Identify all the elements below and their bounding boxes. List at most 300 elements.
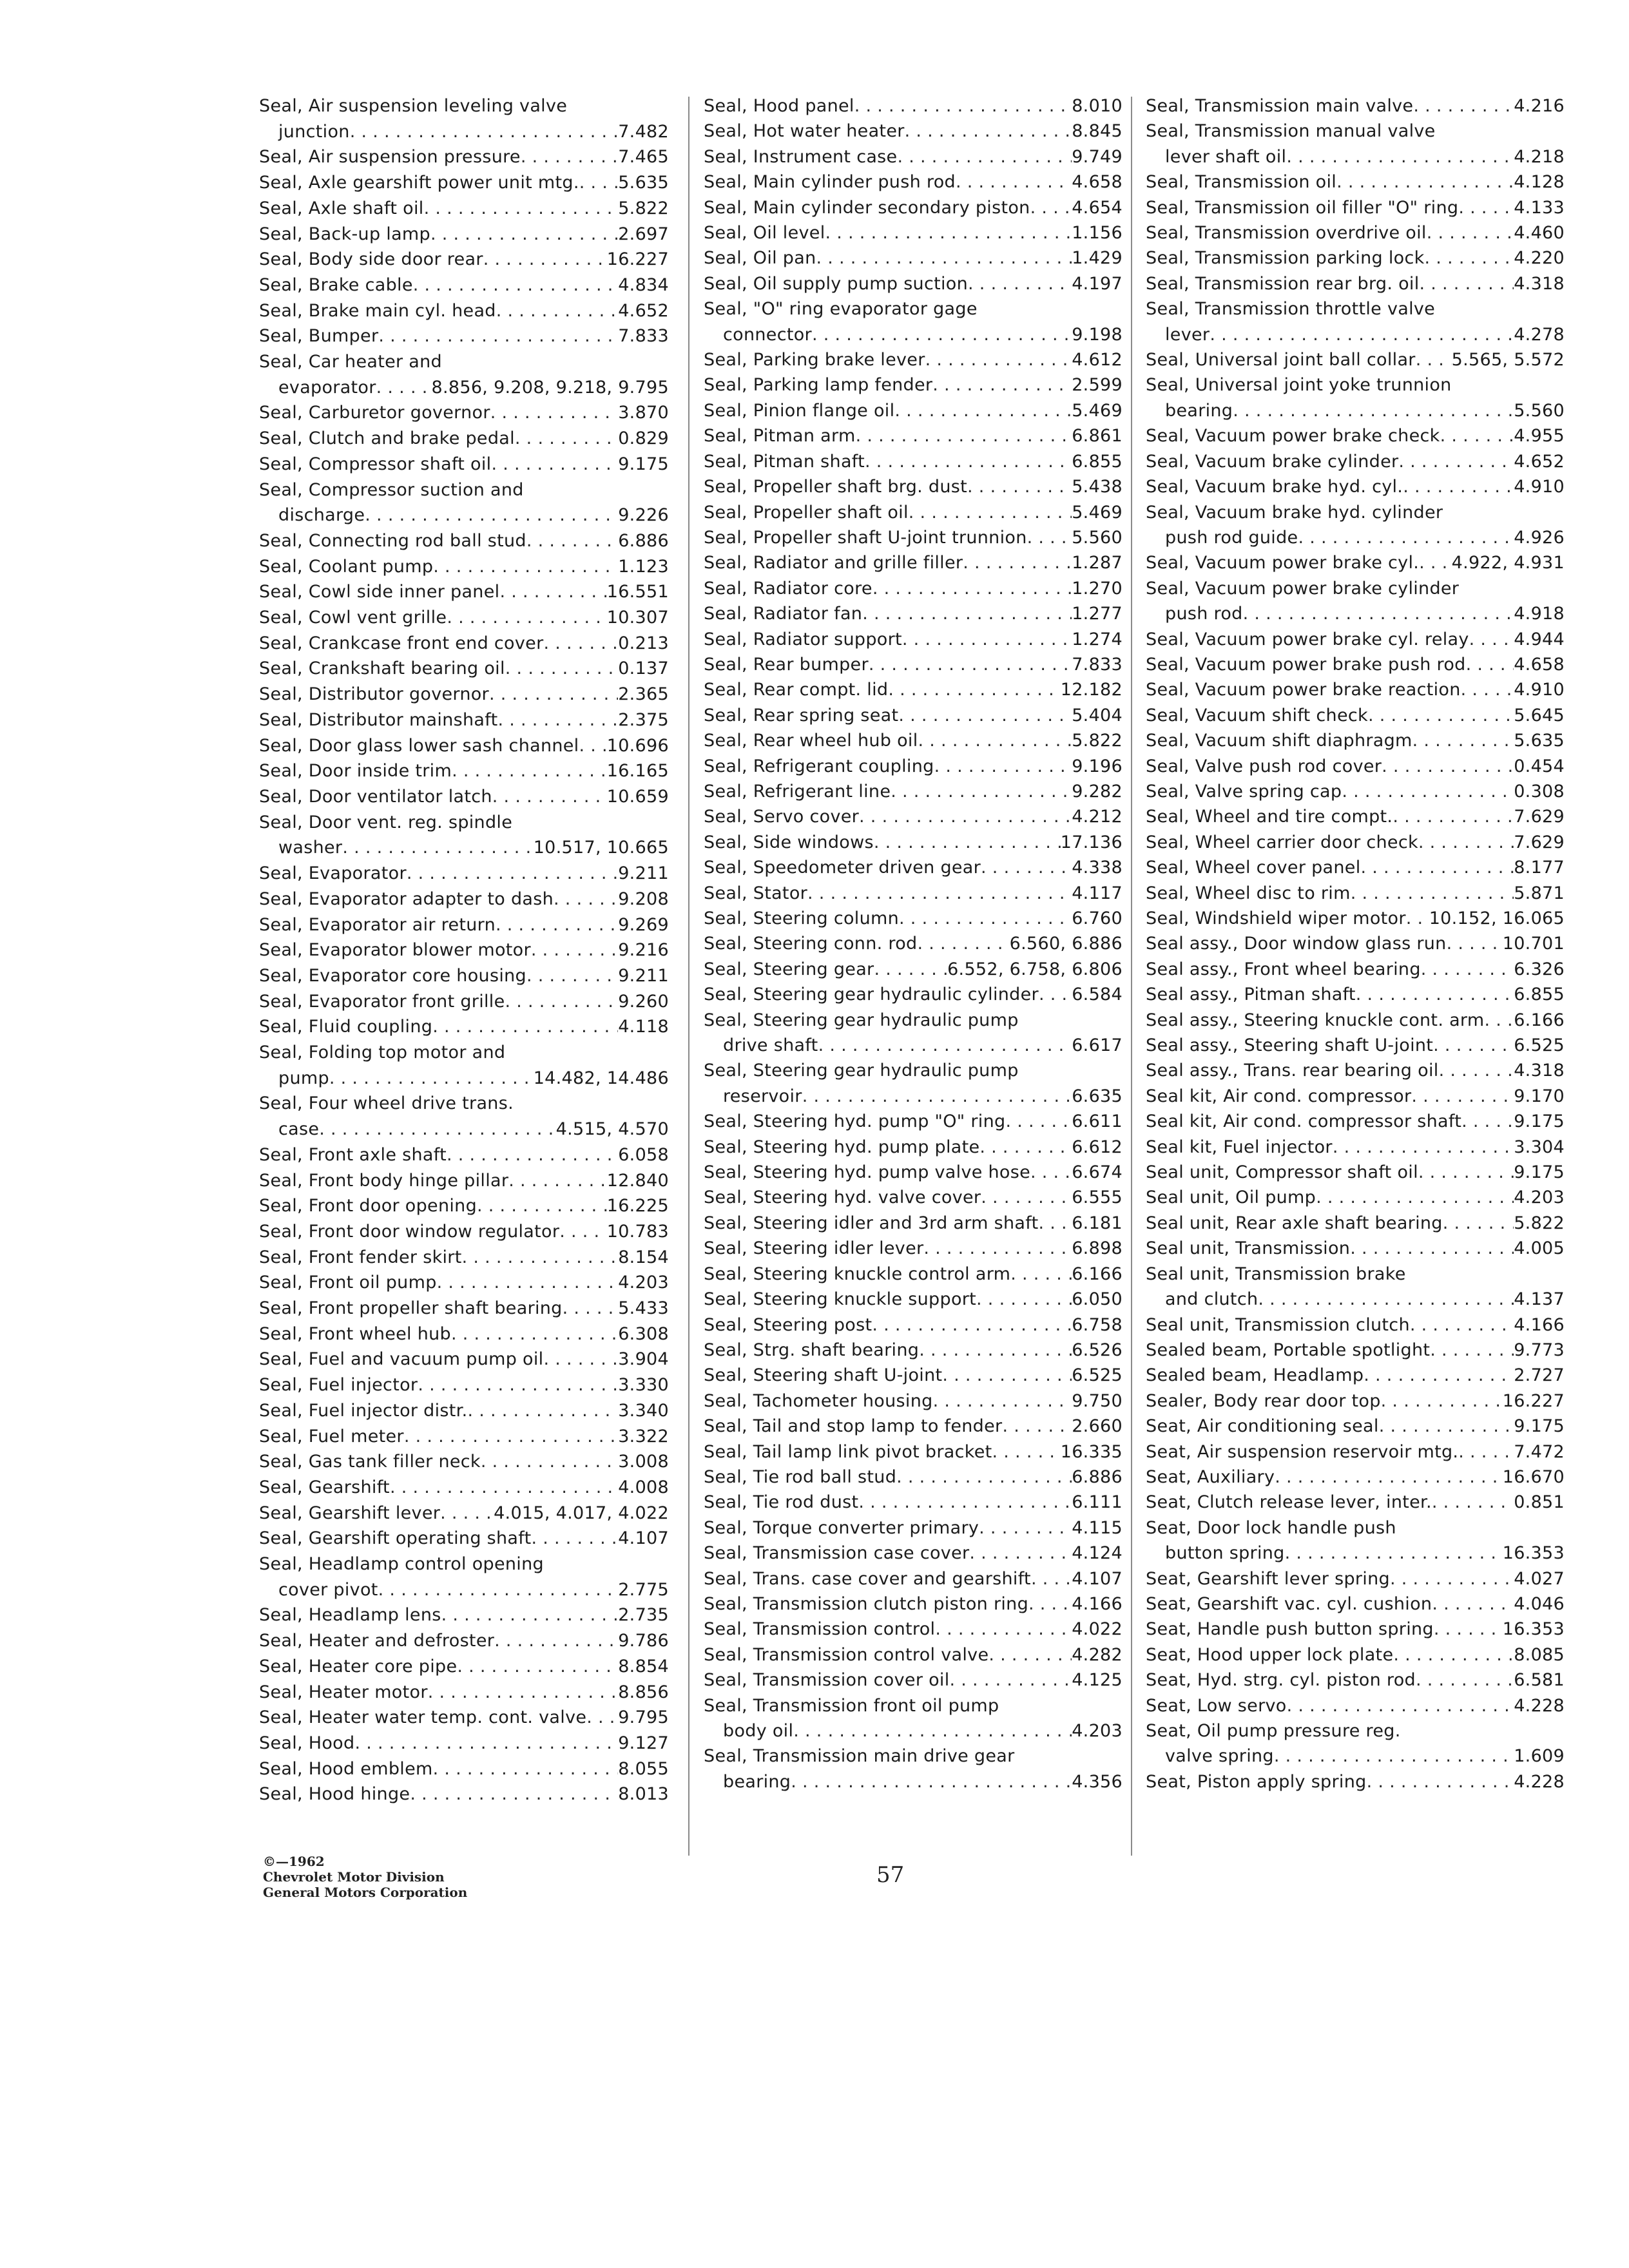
entry-term: Seal, Pitman arm [704, 426, 856, 447]
entry-term: Seal, Four wheel drive trans. [259, 1093, 514, 1114]
dot-leader [1410, 1312, 1514, 1338]
entry-term: Seal, Steering knuckle control arm [704, 1264, 1011, 1284]
index-entry [1146, 804, 1565, 829]
index-entry-continuation [259, 1066, 669, 1091]
index-entry-heading [704, 296, 1123, 322]
dot-leader [902, 627, 1072, 652]
index-entry [704, 119, 1123, 144]
index-entry [1146, 652, 1565, 677]
dot-leader [496, 298, 618, 324]
dot-leader [1028, 1591, 1072, 1617]
dot-leader [579, 170, 618, 196]
entry-reference: 6.886 [1072, 1466, 1123, 1487]
index-entry-continuation [1146, 601, 1565, 626]
dot-leader [413, 273, 618, 298]
dot-leader [816, 245, 1072, 271]
index-entry [1146, 1211, 1565, 1236]
index-entry [259, 963, 669, 989]
entry-term: Seal, Transmission oil [1146, 172, 1337, 193]
dot-leader [365, 503, 618, 528]
index-entry [259, 1654, 669, 1680]
dot-leader [515, 426, 618, 452]
entry-term: Seal, Vacuum power brake cyl. relay [1146, 629, 1469, 649]
entry-term: Seal, Valve push rod cover [1146, 756, 1382, 776]
column-divider [688, 97, 689, 1856]
entry-term: Seal assy., Front wheel bearing [1146, 959, 1421, 979]
index-entry [704, 1160, 1123, 1185]
entry-term: Seal, Clutch and brake pedal [259, 428, 515, 449]
index-entry [259, 1398, 669, 1424]
entry-term: Seal, Door ventilator latch [259, 786, 492, 807]
entry-term: Seal, Rear wheel hub oil [704, 731, 918, 751]
dot-leader [376, 375, 432, 401]
index-entry [704, 1617, 1123, 1642]
index-entry [1146, 881, 1565, 906]
dot-leader [418, 1372, 618, 1398]
index-entry [704, 1262, 1123, 1287]
entry-term: Seal, Propeller shaft brg. dust [704, 477, 968, 497]
index-entry-heading [1146, 1718, 1565, 1744]
entry-reference: 4.918 [1514, 604, 1565, 624]
entry-reference: 4.652 [1514, 451, 1565, 472]
dot-leader [1443, 1211, 1514, 1236]
entry-reference: 4.228 [1514, 1771, 1565, 1792]
entry-reference: 6.760 [1072, 908, 1123, 928]
dot-leader [935, 1617, 1072, 1642]
entry-reference: 10.517, 10.665 [533, 838, 669, 858]
entry-term: Seal, Refrigerant coupling [704, 756, 934, 776]
index-entry [1146, 1693, 1565, 1718]
dot-leader [489, 682, 618, 707]
dot-leader [526, 963, 618, 989]
index-entry [259, 1142, 669, 1168]
entry-term: Seal, Tail lamp link pivot bracket [704, 1441, 992, 1462]
index-entry [1146, 169, 1565, 195]
dot-leader [430, 222, 618, 247]
dot-leader [1416, 1667, 1514, 1693]
index-entry-heading [704, 1693, 1123, 1718]
entry-reference: 16.353 [1502, 1543, 1565, 1564]
index-entry [259, 733, 669, 759]
entry-term: Seal, Fuel injector [259, 1375, 418, 1396]
dot-leader [1361, 855, 1514, 880]
entry-term: Seal, Propeller shaft U-joint trunnion [704, 527, 1027, 548]
dot-leader [1425, 245, 1514, 271]
entry-term: Seat, Clutch release lever, inter. [1146, 1492, 1432, 1513]
dot-leader [894, 398, 1072, 423]
index-entry [704, 1389, 1123, 1414]
index-entry [259, 1705, 669, 1731]
entry-reference: 6.898 [1072, 1238, 1123, 1259]
entry-term: Seal, Valve spring cap [1146, 781, 1342, 802]
dot-leader [956, 169, 1072, 195]
column-divider [1131, 97, 1132, 1856]
dot-leader [933, 1389, 1072, 1414]
entry-reference: 3.870 [618, 403, 669, 423]
index-entry-heading [704, 1744, 1123, 1769]
index-entry [259, 400, 669, 426]
entry-reference: 4.107 [618, 1528, 669, 1549]
index-entry-heading [259, 810, 669, 836]
entry-reference: 4.654 [1072, 197, 1123, 218]
index-entry [704, 830, 1123, 855]
entry-term: Seal, Transmission parking lock [1146, 248, 1425, 269]
entry-term: Seal, Heater water temp. cont. valve [259, 1707, 587, 1728]
dot-leader [543, 631, 618, 657]
index-entry [704, 347, 1123, 372]
dot-leader [1416, 347, 1452, 372]
index-entry [1146, 1135, 1565, 1160]
index-entry [1146, 754, 1565, 779]
index-entry-continuation [259, 375, 669, 401]
entry-reference: 7.465 [618, 147, 669, 168]
entry-term: Seal assy., Trans. rear bearing oil [1146, 1061, 1439, 1081]
index-column-1 [259, 93, 669, 1807]
dot-leader [329, 1066, 534, 1091]
dot-leader [447, 605, 606, 631]
entry-reference: 4.338 [1072, 858, 1123, 878]
entry-reference: 8.010 [1072, 96, 1123, 116]
entry-term: Seal, Transmission main drive gear [704, 1746, 1015, 1767]
entry-reference: 5.565, 5.572 [1451, 350, 1565, 370]
entry-reference: 6.635 [1072, 1086, 1123, 1106]
dot-leader [1466, 652, 1514, 677]
dot-leader [481, 1449, 618, 1475]
entry-term: Seal, Vacuum brake cylinder [1146, 451, 1399, 472]
dot-leader [981, 1185, 1072, 1210]
dot-leader [492, 784, 607, 810]
entry-reference: 4.910 [1514, 477, 1565, 497]
index-entry [1146, 1490, 1565, 1515]
index-entry-heading [1146, 1262, 1565, 1287]
entry-term: Seal, Pinion flange oil [704, 400, 895, 421]
index-entry-continuation [1146, 322, 1565, 347]
entry-reference: 5.560 [1072, 527, 1123, 548]
entry-term: Seat, Piston apply spring [1146, 1771, 1367, 1792]
index-entry [259, 323, 669, 349]
dot-leader [1031, 1566, 1072, 1591]
index-entry [704, 271, 1123, 296]
index-entry [259, 631, 669, 657]
entry-term: Seal, Fuel and vacuum pump oil [259, 1349, 544, 1370]
dot-leader [437, 1270, 619, 1296]
entry-term: evaporator [278, 377, 376, 398]
index-entry [1146, 677, 1565, 702]
entry-term: Seal, Steering conn. rod [704, 934, 918, 954]
entry-term: Seal, Universal joint ball collar [1146, 350, 1416, 370]
index-entry [704, 931, 1123, 956]
entry-reference: 3.330 [618, 1375, 669, 1396]
entry-term: Seal, Trans. case cover and gearshift [704, 1568, 1031, 1589]
entry-term: Seal, Front wheel hub [259, 1323, 451, 1344]
dot-leader [899, 906, 1072, 931]
entry-reference: 10.659 [606, 786, 669, 807]
entry-term: Seat, Handle push button spring [1146, 1619, 1434, 1640]
dot-leader [554, 887, 618, 912]
entry-reference: 6.525 [1072, 1365, 1123, 1386]
entry-reference: 6.526 [1072, 1340, 1123, 1360]
index-entry [1146, 1667, 1565, 1693]
index-entry [259, 222, 669, 247]
entry-term: Seal, Propeller shaft oil [704, 502, 909, 523]
entry-term: Seal, Crankcase front end cover [259, 633, 544, 653]
entry-term: Seat, Door lock handle push [1146, 1517, 1396, 1538]
entry-reference: 6.560, 6.886 [1009, 934, 1123, 954]
index-entry [259, 1475, 669, 1501]
entry-term: Seal assy., Steering knuckle cont. arm [1146, 1010, 1485, 1030]
dot-leader [1030, 195, 1072, 220]
entry-reference: 2.735 [618, 1605, 669, 1626]
dot-leader [791, 1769, 1072, 1794]
entry-reference: 6.181 [1072, 1213, 1123, 1233]
entry-reference: 6.050 [1072, 1289, 1123, 1310]
index-entry [704, 1185, 1123, 1210]
entry-reference: 4.834 [618, 274, 669, 295]
dot-leader [467, 1398, 618, 1424]
dot-leader [433, 1756, 619, 1782]
dot-leader [1447, 931, 1503, 956]
index-entry [704, 1515, 1123, 1541]
entry-term: Seal, Rear spring seat [704, 705, 899, 726]
entry-term: Seal, Evaporator adapter to dash [259, 889, 554, 909]
dot-leader [1367, 1769, 1514, 1794]
entry-term: Seal, Transmission case cover [704, 1543, 970, 1564]
dot-leader [942, 1363, 1072, 1388]
entry-reference: 6.555 [1072, 1187, 1123, 1208]
entry-term: Seal, Gas tank filler neck [259, 1452, 481, 1472]
index-entry [259, 1014, 669, 1040]
entry-term: Seal, Axle gearshift power unit mtg. [259, 173, 579, 193]
entry-reference: 4.658 [1072, 172, 1123, 193]
index-entry [704, 1363, 1123, 1388]
index-entry [259, 1602, 669, 1628]
dot-leader [1286, 144, 1514, 169]
entry-term: Seal unit, Transmission brake [1146, 1264, 1406, 1284]
dot-leader [521, 144, 618, 170]
index-entry [1146, 1058, 1565, 1083]
entry-reference: 6.166 [1514, 1010, 1565, 1030]
index-entry-heading [704, 1058, 1123, 1083]
dot-leader [1413, 93, 1514, 119]
index-entry [704, 423, 1123, 448]
entry-term: Seal, Refrigerant line [704, 781, 891, 802]
entry-term: Seal, Side windows [704, 832, 874, 852]
index-entry [1146, 1617, 1565, 1642]
index-entry [704, 627, 1123, 652]
dot-leader [354, 1731, 618, 1756]
index-entry [259, 784, 669, 810]
dot-leader [896, 1465, 1072, 1490]
entry-term: Seal, Instrument case [704, 146, 898, 167]
entry-term: Seal, Connecting rod ball stud [259, 530, 526, 551]
index-entry [1146, 728, 1565, 753]
entry-reference: 2.775 [618, 1579, 669, 1600]
dot-leader [1458, 1439, 1514, 1465]
entry-term: Seal, Vacuum brake hyd. cyl. [1146, 477, 1403, 497]
index-entry [1146, 855, 1565, 880]
entry-term: Seal, Axle shaft oil [259, 198, 424, 218]
entry-term: Seal, Wheel and tire compt. [1146, 807, 1393, 827]
dot-leader [1285, 1541, 1503, 1566]
entry-term: Seal, Oil pan [704, 248, 816, 269]
index-entry [1146, 779, 1565, 804]
index-entry [1146, 1414, 1565, 1439]
entry-term: lever [1165, 324, 1210, 345]
entry-term: Seal, Vacuum shift diaphragm [1146, 731, 1412, 751]
dot-leader [988, 1642, 1072, 1667]
entry-term: Seal, Front propeller shaft bearing [259, 1298, 563, 1319]
dot-leader [874, 957, 947, 982]
entry-term: Seal, Fuel injector distr. [259, 1400, 468, 1421]
entry-term: Seal, Steering hyd. pump "O" ring [704, 1111, 1006, 1132]
entry-term: Seal, Speedometer driven gear [704, 858, 981, 878]
index-entry [1146, 1363, 1565, 1388]
entry-term: Seal unit, Oil pump [1146, 1187, 1316, 1208]
entry-reference: 14.482, 14.486 [533, 1068, 669, 1088]
entry-term: Seal, Heater motor [259, 1682, 428, 1702]
dot-leader [1393, 804, 1514, 829]
dot-leader [1342, 779, 1514, 804]
index-entry [1146, 449, 1565, 474]
entry-term: Sealed beam, Headlamp [1146, 1365, 1364, 1386]
entry-term: Seal, Vacuum power brake check [1146, 426, 1440, 447]
entry-term: Seal, Rear bumper [704, 654, 869, 675]
index-entry [1146, 1591, 1565, 1617]
entry-term: reservoir [723, 1086, 802, 1106]
entry-reference: 4.652 [618, 300, 669, 321]
entry-reference: 3.008 [618, 1452, 669, 1472]
index-entry [259, 861, 669, 887]
dot-leader [976, 1287, 1072, 1312]
dot-leader [1368, 703, 1514, 728]
entry-reference: 4.955 [1514, 426, 1565, 447]
entry-reference: 4.220 [1514, 248, 1565, 269]
entry-term: Seal, Steering hyd. pump valve hose [704, 1162, 1031, 1183]
dot-leader [494, 1628, 618, 1654]
entry-reference: 4.107 [1072, 1568, 1123, 1589]
dot-leader [1434, 1617, 1503, 1642]
dot-leader [1430, 1338, 1514, 1363]
index-entry [704, 1465, 1123, 1490]
dot-leader [1005, 1109, 1072, 1134]
index-entry [1146, 627, 1565, 652]
entry-reference: 6.855 [1072, 451, 1123, 472]
entry-reference: 4.460 [1514, 223, 1565, 244]
entry-term: Seal, Steering knuckle support [704, 1289, 977, 1310]
entry-term: Seal, Headlamp control opening [259, 1554, 544, 1575]
entry-term: Sealed beam, Portable spotlight [1146, 1340, 1431, 1360]
dot-leader [1432, 1591, 1514, 1617]
index-entry [704, 1236, 1123, 1261]
dot-leader [526, 528, 618, 554]
entry-reference: 6.525 [1514, 1035, 1565, 1056]
entry-reference: 5.469 [1072, 400, 1123, 421]
index-entry [704, 550, 1123, 575]
dot-leader [969, 1541, 1072, 1566]
entry-term: Seal, Distributor governor [259, 684, 489, 705]
dot-leader [897, 144, 1072, 169]
index-entry [259, 1193, 669, 1219]
entry-reference: 7.482 [618, 121, 669, 142]
entry-reference: 4.212 [1072, 807, 1123, 827]
index-column-3 [1146, 93, 1565, 1794]
dot-leader [812, 322, 1072, 347]
dot-leader [919, 1338, 1072, 1363]
entry-term: Seat, Hood upper lock plate [1146, 1644, 1394, 1665]
index-entry [259, 247, 669, 273]
entry-reference: 4.022 [1072, 1619, 1123, 1640]
index-entry [1146, 1084, 1565, 1109]
entry-term: Seal assy., Door window glass run [1146, 934, 1447, 954]
index-entry [704, 1312, 1123, 1338]
entry-reference: 4.612 [1072, 350, 1123, 370]
index-entry [704, 1566, 1123, 1591]
dot-leader [428, 1680, 618, 1706]
dot-leader [1333, 1135, 1514, 1160]
entry-reference: 1.429 [1072, 248, 1123, 269]
dot-leader [505, 989, 619, 1015]
entry-reference: 5.438 [1072, 477, 1123, 497]
entry-reference: 3.904 [618, 1349, 669, 1370]
dot-leader [433, 554, 618, 580]
dot-leader [968, 271, 1072, 296]
index-entry-heading [259, 1091, 669, 1117]
dot-leader [319, 1117, 555, 1142]
entry-term: Seal, Crankshaft bearing oil [259, 658, 505, 679]
index-entry [1146, 830, 1565, 855]
index-entry [1146, 195, 1565, 220]
entry-term: Seal, Carburetor governor [259, 403, 490, 423]
index-entry-continuation [259, 119, 669, 145]
index-entry [259, 656, 669, 682]
dot-leader [854, 93, 1072, 119]
entry-term: Seal, Compressor shaft oil [259, 454, 492, 474]
index-entry [704, 982, 1123, 1007]
entry-term: pump [278, 1068, 329, 1088]
entry-term: Seal, Rear compt. lid [704, 680, 889, 700]
entry-term: Seat, Air suspension reservoir mtg. [1146, 1441, 1459, 1462]
dot-leader [918, 728, 1072, 753]
dot-leader [1039, 982, 1072, 1007]
dot-leader [378, 1577, 619, 1603]
entry-term: Seal, Parking brake lever [704, 350, 925, 370]
entry-term: Seal, Door inside trim [259, 761, 452, 782]
entry-reference: 4.203 [1514, 1187, 1565, 1208]
entry-reference: 9.170 [1514, 1086, 1565, 1106]
dot-leader [1010, 1262, 1072, 1287]
index-entry [1146, 1033, 1565, 1058]
dot-leader [1002, 1414, 1072, 1439]
index-entry-heading [259, 93, 669, 119]
entry-term: Seal, Cowl side inner panel [259, 582, 500, 602]
entry-reference: 16.353 [1502, 1619, 1565, 1640]
index-entry [1146, 1160, 1565, 1185]
index-entry [704, 576, 1123, 601]
index-entry-heading [259, 1040, 669, 1066]
index-entry [704, 779, 1123, 804]
dot-leader [1364, 1363, 1514, 1388]
dot-leader [1287, 1693, 1514, 1718]
entry-reference: 9.211 [618, 863, 669, 884]
entry-reference: 4.203 [1072, 1721, 1123, 1741]
entry-term: case [278, 1119, 320, 1140]
entry-term: Seal, Tie rod dust [704, 1492, 859, 1513]
index-entry [259, 887, 669, 912]
index-entry [704, 1667, 1123, 1693]
entry-reference: 5.433 [618, 1298, 669, 1319]
dot-leader [1381, 1389, 1503, 1414]
entry-term: connector [723, 324, 812, 345]
